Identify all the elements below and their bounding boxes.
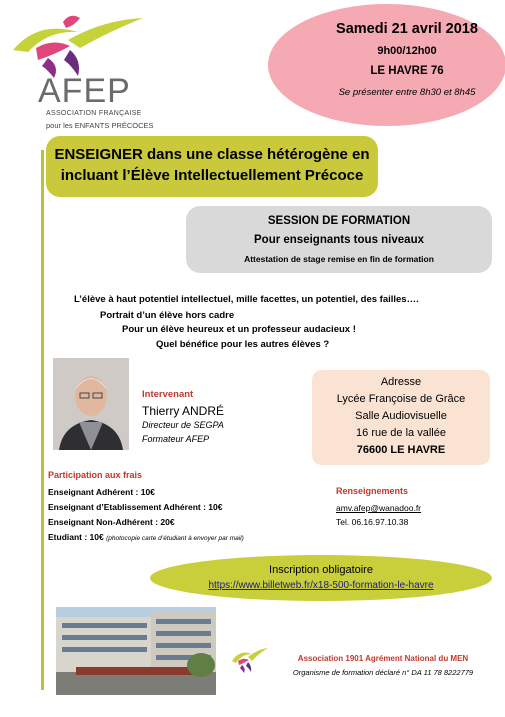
session-attestation: Attestation de stage remise en fin de formation [244,254,434,264]
event-date: Samedi 21 avril 2018 [336,21,478,37]
address-line-1: Lycée Françoise de Grâce [336,393,466,405]
fee-item: Enseignant Non-Adhérent : 20€ [48,517,175,527]
registration-oval [150,555,492,601]
address-line-2: Salle Audiovisuelle [355,410,447,422]
session-audience: Pour enseignants tous niveaux [254,234,424,246]
fee-student-label: Etudiant : 10€ [48,532,104,542]
fees-title: Participation aux frais [48,470,143,480]
contact-title: Renseignements [336,486,409,496]
title-line-1: ENSEIGNER dans une classe hétérogène en [54,146,370,163]
speaker-role-2: Formateur AFEP [142,434,210,444]
teaser-line-4: Quel bénéfice pour les autres élèves ? [156,339,330,350]
afep-tagline-2: pour les ENFANTS PRÉCOCES [46,121,154,130]
address-line-3: 16 rue de la vallée [356,427,446,439]
afep-tagline-1: ASSOCIATION FRANÇAISE [46,110,142,117]
teaser-line-3: Pour un élève heureux et un professeur audacieux ! [122,324,356,335]
fee-item: Enseignant d’Etablissement Adhérent : 10€ [48,502,223,512]
session-heading: SESSION DE FORMATION [267,215,411,227]
speaker-name: Thierry ANDRÉ [142,404,225,418]
fee-item: Enseignant Adhérent : 10€ [48,487,155,497]
fee-item-student [48,532,244,542]
vertical-accent-line [41,150,44,690]
event-hours: 9h00/12h00 [377,45,437,57]
registration-label: Inscription obligatoire [269,564,373,576]
address-line-4: 76600 LE HAVRE [356,444,446,456]
contact-email-link[interactable]: amv.afep@wanadoo.fr [336,503,422,513]
afep-figure-icon [8,10,158,80]
fee-student-note: (photocopie carte d’étudiant à envoyer par mail) [106,535,244,542]
contact-phone: Tel. 06.16.97.10.38 [336,517,409,527]
event-arrival: Se présenter entre 8h30 et 8h45 [338,87,476,98]
speaker-label: Intervenant [142,389,194,400]
address-label: Adresse [380,376,422,388]
footer-organisation: Organisme de formation déclaré n° DA 11 78 8222779 [292,668,474,677]
teaser-line-2: Portrait d’un élève hors cadre [100,310,235,321]
teaser-line-1: L’élève à haut potentiel intellectuel, mille facettes, un potentiel, des failles…. [74,294,419,305]
speaker-photo [53,358,129,450]
registration-link[interactable]: https://www.billetweb.fr/x18-500-formation-le-havre [208,580,434,591]
afep-wordmark: AFEP [38,72,131,110]
afep-small-logo-icon [230,645,270,675]
footer-association: Association 1901 Agrément National du MEN [297,654,469,663]
speaker-role-1: Directeur de SEGPA [142,420,224,430]
event-city: LE HAVRE 76 [370,65,444,77]
school-building-photo [56,607,216,695]
title-line-2: incluant l’Élève Intellectuellement Précoce [60,167,364,184]
